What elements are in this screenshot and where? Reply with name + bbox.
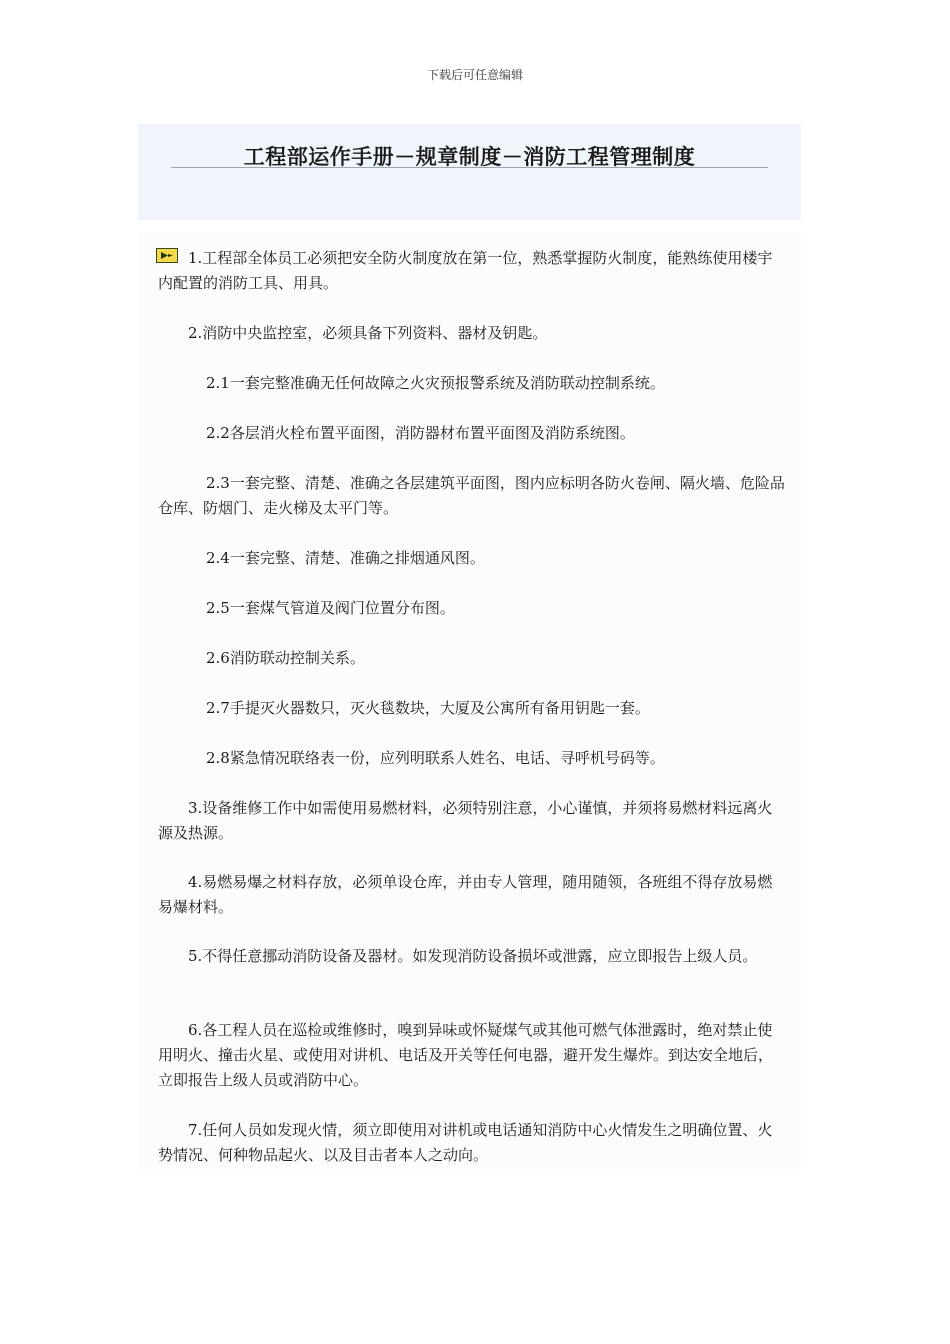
paragraph-2-5: 2.5一套煤气管道及阀门位置分布图。	[206, 599, 455, 617]
paragraph-7: 7.任何人员如发现火情，须立即使用对讲机或电话通知消防中心火情发生之明确位置、火势情况、何种物品起火、以及目击者本人之动向。	[158, 1121, 773, 1164]
title-band	[138, 124, 801, 220]
title-underline	[171, 167, 768, 168]
paragraph-2-8: 2.8紧急情况联络表一份，应列明联系人姓名、电话、寻呼机号码等。	[206, 749, 665, 767]
paragraph-4: 4.易燃易爆之材料存放，必须单设仓库，并由专人管理，随用随领，各班组不得存放易燃易爆材料。	[158, 873, 773, 916]
paragraph-2-1: 2.1一套完整准确无任何故障之火灾预报警系统及消防联动控制系统。	[206, 374, 665, 392]
paragraph-2: 2.消防中央监控室，必须具备下列资料、器材及钥匙。	[188, 324, 548, 342]
paragraph-2-3: 2.3一套完整、清楚、准确之各层建筑平面图，图内应标明各防火卷闸、隔火墙、危险品仓库、防烟门、走火梯及太平门等。	[158, 474, 785, 517]
paragraph-2-7: 2.7手提灭火器数只，灭火毯数块，大厦及公寓所有备用钥匙一套。	[206, 699, 650, 717]
paragraph-3: 3.设备维修工作中如需使用易燃材料，必须特别注意，小心谨慎，并须将易燃材料远离火源及热源。	[158, 799, 773, 842]
document-title: 工程部运作手册－规章制度－消防工程管理制度	[243, 145, 696, 169]
page-header-note: 下载后可任意编辑	[426, 68, 523, 82]
paragraph-5: 5.不得任意挪动消防设备及器材。如发现消防设备损坏或泄露，应立即报告上级人员。	[188, 947, 758, 965]
paragraph-2-4: 2.4一套完整、清楚、准确之排烟通风图。	[206, 549, 485, 567]
paragraph-2-2: 2.2各层消火栓布置平面图，消防器材布置平面图及消防系统图。	[206, 424, 635, 442]
paragraph-1: 1.工程部全体员工必须把安全防火制度放在第一位，熟悉掌握防火制度，能熟练使用楼宇内配置的消防工具、用具。	[158, 249, 773, 292]
paragraph-2-6: 2.6消防联动控制关系。	[206, 649, 365, 667]
paragraph-6: 6.各工程人员在巡检或维修时，嗅到异味或怀疑煤气或其他可燃气体泄露时，绝对禁止使用明火、撞击火星、或使用对讲机、电话及开关等任何电器，避开发生爆炸。到达安全地后，立即报告上级人员或消防中心。	[158, 1021, 774, 1089]
document-body	[138, 232, 801, 1170]
